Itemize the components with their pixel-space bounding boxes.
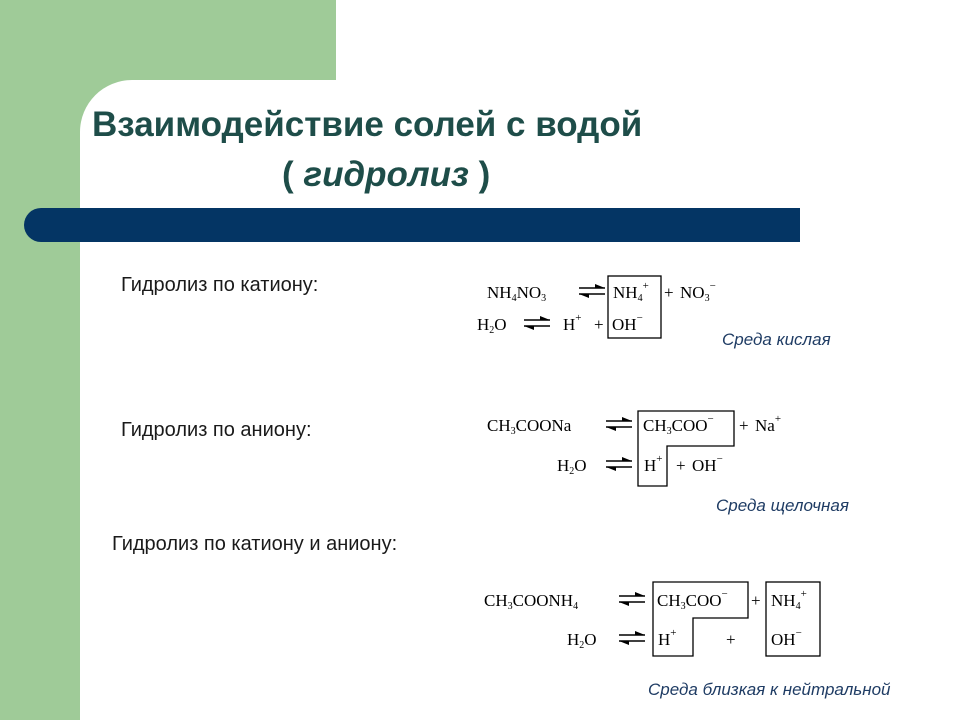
svg-text:Na+: Na+ (755, 413, 782, 435)
svg-text:NO3−: NO3− (680, 280, 716, 304)
label-anion-hydrolysis: Гидролиз по аниону: (121, 419, 312, 441)
svg-text:NH4NO3: NH4NO3 (487, 283, 547, 304)
subtitle-close: ) (468, 155, 491, 194)
svg-text:NH4+: NH4+ (613, 280, 649, 304)
svg-text:+: + (594, 315, 604, 334)
svg-text:NH4+: NH4+ (771, 588, 807, 612)
svg-text:H2O: H2O (567, 630, 597, 651)
equation-cation-2 (477, 312, 643, 336)
slide-title: Взаимодействие солей с водой (92, 105, 643, 144)
svg-text:OH−: OH− (771, 627, 802, 649)
svg-text:+: + (726, 630, 736, 649)
svg-text:+: + (664, 283, 674, 302)
equation-anion-1 (487, 413, 781, 437)
medium-alkaline: Среда щелочная (716, 496, 849, 515)
svg-text:H+: H+ (658, 627, 677, 649)
svg-text:H+: H+ (644, 453, 663, 475)
equilibrium-arrow (606, 457, 632, 471)
equilibrium-arrow (524, 316, 550, 330)
equation-anion-2 (557, 453, 723, 477)
svg-text:+: + (739, 416, 749, 435)
svg-text:CH3COO−: CH3COO− (643, 413, 714, 437)
label-cation-hydrolysis: Гидролиз по катиону: (121, 274, 319, 296)
svg-text:OH−: OH− (612, 312, 643, 334)
svg-text:H2O: H2O (557, 456, 587, 477)
svg-text:+: + (751, 591, 761, 610)
equation-both-1 (484, 588, 807, 612)
equilibrium-arrow (579, 284, 605, 298)
equation-cation-1 (487, 280, 716, 304)
equilibrium-arrow (606, 417, 632, 431)
svg-text:CH3COONH4: CH3COONH4 (484, 591, 579, 612)
svg-text:H+: H+ (563, 312, 582, 334)
svg-text:CH3COO−: CH3COO− (657, 588, 728, 612)
label-cation-anion-hydrolysis: Гидролиз по катиону и аниону: (112, 533, 398, 555)
subtitle-word: гидролиз (303, 155, 469, 194)
svg-text:H2O: H2O (477, 315, 507, 336)
equilibrium-arrow (619, 631, 645, 645)
svg-text:+: + (676, 456, 686, 475)
medium-acidic: Среда кислая (722, 330, 831, 349)
equilibrium-arrow (619, 592, 645, 606)
svg-text:OH−: OH− (692, 453, 723, 475)
medium-neutral: Среда близкая к нейтральной (648, 680, 891, 699)
subtitle-open: ( (282, 155, 304, 194)
svg-text:CH3COONa: CH3COONa (487, 416, 572, 437)
